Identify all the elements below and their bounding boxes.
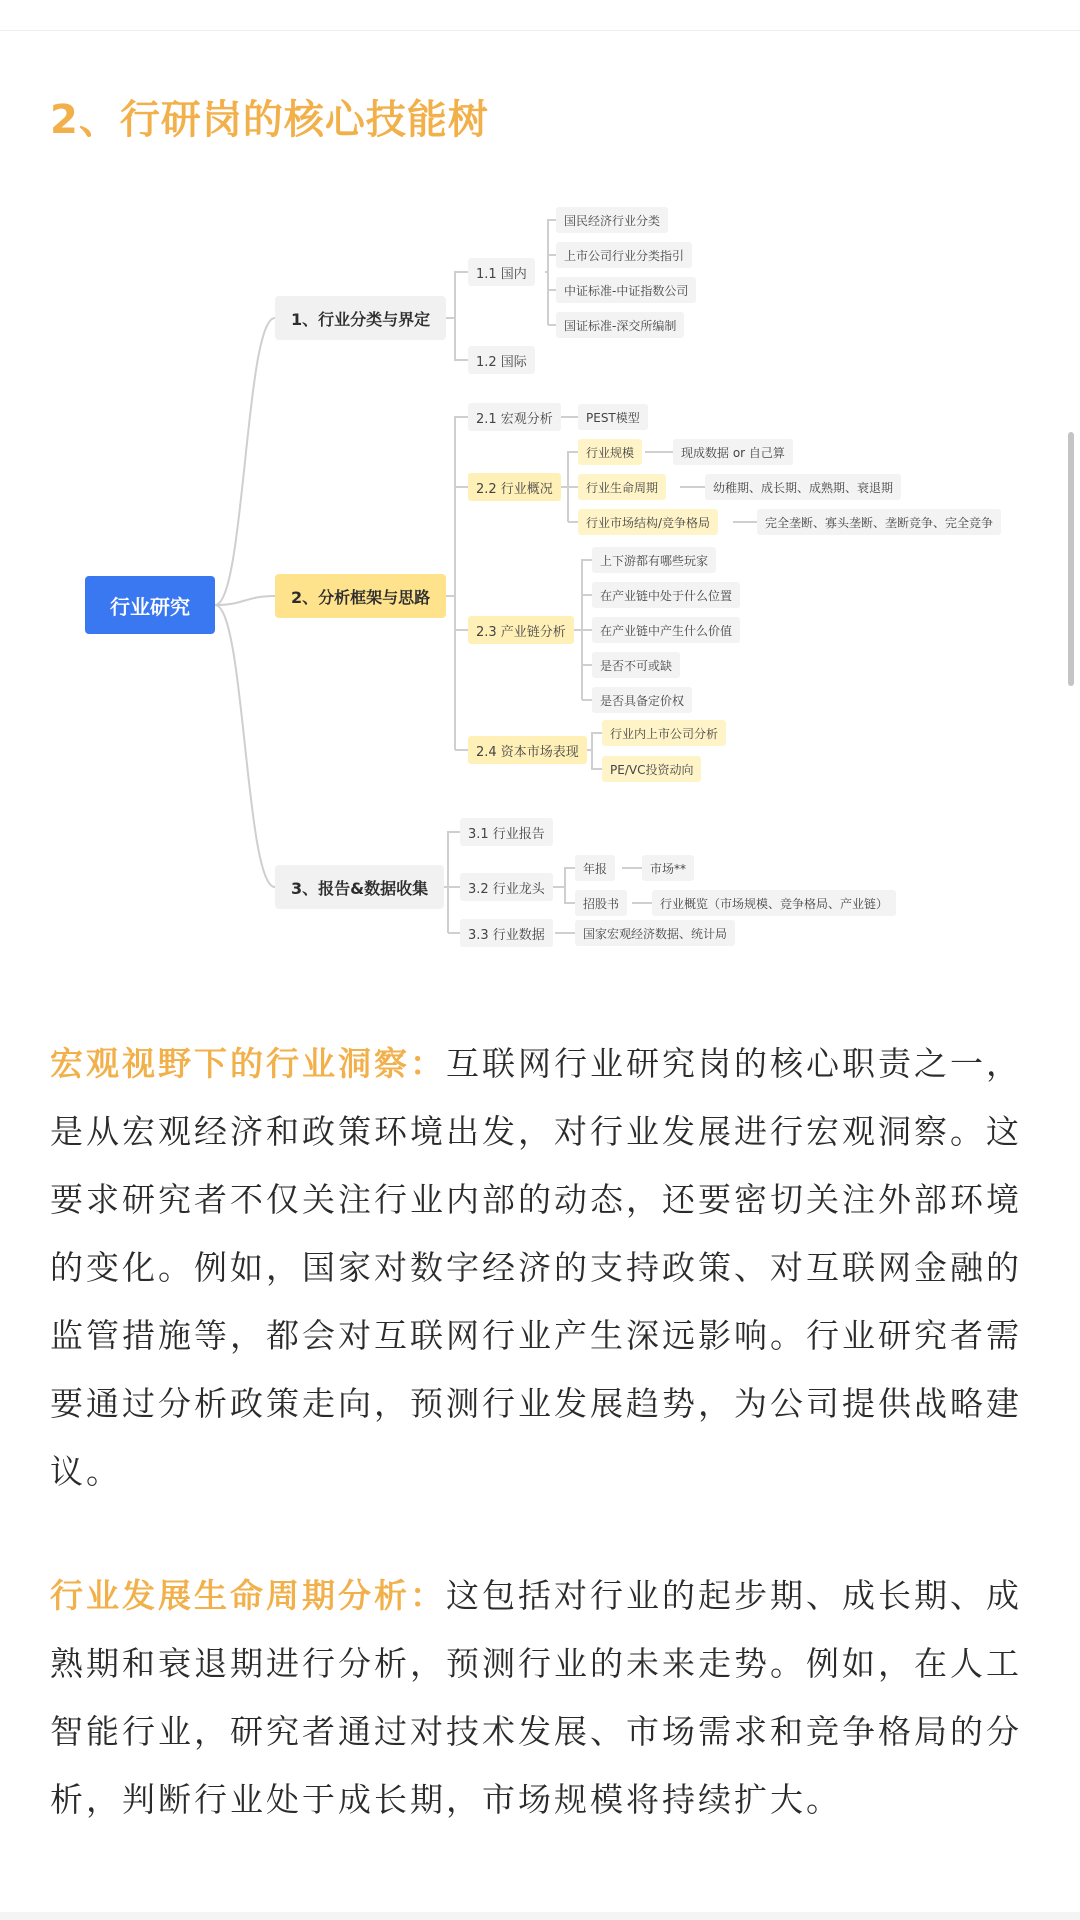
node-data-detail: 国家宏观经济数据、统计局 bbox=[575, 920, 735, 946]
node-capital-item: 行业内上市公司分析 bbox=[602, 720, 726, 746]
paragraph-macro-insight bbox=[50, 1030, 1035, 1506]
mindmap-root: 行业研究 bbox=[85, 576, 215, 634]
node-prospectus-detail: 行业概览（市场规模、竞争格局、产业链） bbox=[652, 890, 896, 916]
node-chain-item: 在产业链中产生什么价值 bbox=[592, 617, 740, 643]
node-annual-report: 年报 bbox=[575, 855, 615, 881]
node-capital-market: 2.4 资本市场表现 bbox=[468, 736, 587, 764]
branch-industry-classification: 1、行业分类与界定 bbox=[275, 296, 446, 340]
node-scale-detail: 现成数据 or 自己算 bbox=[673, 439, 793, 465]
node-macro-analysis: 2.1 宏观分析 bbox=[468, 403, 561, 431]
branch-analysis-framework: 2、分析框架与思路 bbox=[275, 574, 446, 618]
paragraph-lead: 行业发展生命周期分析： bbox=[50, 1576, 446, 1615]
node-structure-detail: 完全垄断、寡头垄断、垄断竞争、完全竞争 bbox=[757, 509, 1001, 535]
branch-report-data-collection: 3、报告&数据收集 bbox=[275, 865, 444, 909]
node-chain-item: 是否具备定价权 bbox=[592, 687, 692, 713]
node-industry-leaders: 3.2 行业龙头 bbox=[460, 873, 553, 901]
paragraph-lead: 宏观视野下的行业洞察： bbox=[50, 1044, 446, 1083]
node-prospectus: 招股书 bbox=[575, 890, 627, 916]
paragraph-body: 互联网行业研究岗的核心职责之一，是从宏观经济和政策环境出发，对行业发展进行宏观洞察。这要求研究者不仅关注行业内部的动态，还要密切关注外部环境的变化。例如，国家对数字经济的支持政策、对互联网金融的监管措施等，都会对互联网行业产生深远影响。行业研究者需要通过分析政策走向，预测行业发展趋势，为公司提供战略建议。 bbox=[50, 1044, 1022, 1491]
paragraph-lifecycle-analysis bbox=[50, 1562, 1035, 1834]
paragraph-body: 这包括对行业的起步期、成长期、成熟期和衰退期进行分析，预测行业的未来走势。例如，在人工智能行业，研究者通过对技术发展、市场需求和竞争格局的分析，判断行业处于成长期，市场规模将持续扩大。 bbox=[50, 1576, 1022, 1819]
section-title: 2、行研岗的核心技能树 bbox=[50, 97, 489, 143]
node-domestic-item: 国证标准-深交所编制 bbox=[556, 312, 684, 338]
bottom-divider bbox=[0, 1912, 1080, 1920]
node-chain-item: 是否不可或缺 bbox=[592, 652, 680, 678]
node-domestic-item: 上市公司行业分类指引 bbox=[556, 242, 692, 268]
node-lifecycle-detail: 幼稚期、成长期、成熟期、衰退期 bbox=[705, 474, 901, 500]
top-divider bbox=[0, 0, 1080, 31]
node-industry-chain: 2.3 产业链分析 bbox=[468, 616, 574, 644]
node-capital-item: PE/VC投资动向 bbox=[602, 756, 701, 782]
node-domestic-item: 中证标准-中证指数公司 bbox=[556, 277, 696, 303]
node-market-structure: 行业市场结构/竞争格局 bbox=[578, 509, 718, 535]
node-domestic: 1.1 国内 bbox=[468, 258, 535, 286]
node-industry-overview: 2.2 行业概况 bbox=[468, 473, 561, 501]
node-pest-model: PEST模型 bbox=[578, 404, 648, 430]
node-chain-item: 上下游都有哪些玩家 bbox=[592, 547, 716, 573]
node-industry-data: 3.3 行业数据 bbox=[460, 919, 553, 947]
skill-tree-mindmap bbox=[0, 190, 1080, 980]
node-industry-reports: 3.1 行业报告 bbox=[460, 818, 553, 846]
node-domestic-item: 国民经济行业分类 bbox=[556, 207, 668, 233]
node-industry-lifecycle: 行业生命周期 bbox=[578, 474, 666, 500]
node-international: 1.2 国际 bbox=[468, 346, 535, 374]
node-annual-detail: 市场** bbox=[642, 855, 694, 881]
scrollbar-thumb[interactable] bbox=[1068, 432, 1074, 686]
node-chain-item: 在产业链中处于什么位置 bbox=[592, 582, 740, 608]
node-industry-scale: 行业规模 bbox=[578, 439, 642, 465]
